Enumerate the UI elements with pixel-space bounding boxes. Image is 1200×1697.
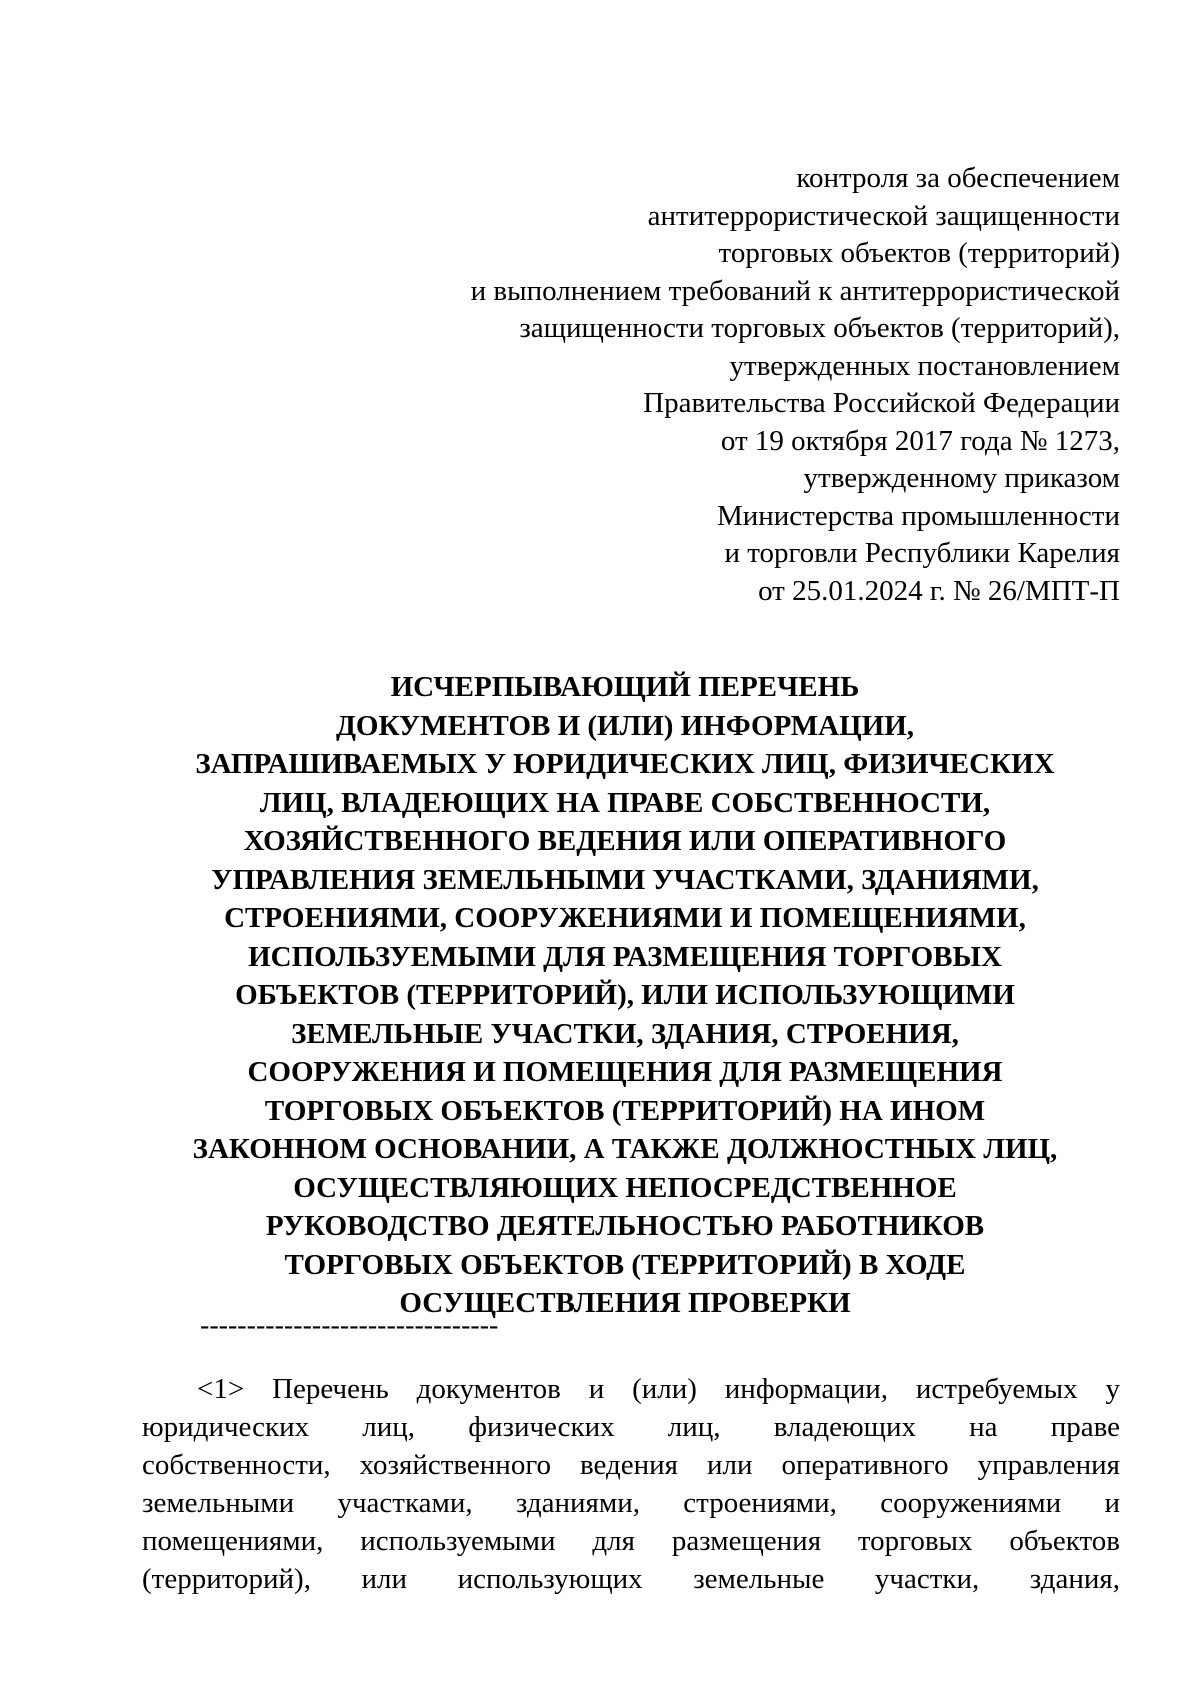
title-line: ТОРГОВЫХ ОБЪЕКТОВ (ТЕРРИТОРИЙ) В ХОДЕ <box>284 1248 966 1281</box>
header-line: защищенности торговых объектов (территорий), <box>519 312 1120 344</box>
header-line: от 25.01.2024 г. № 26/МПТ-П <box>758 574 1120 607</box>
title-line: ЗАПРАШИВАЕМЫХ У ЮРИДИЧЕСКИХ ЛИЦ, ФИЗИЧЕСКИХ <box>195 748 1055 780</box>
footnote-line: собственности, хозяйственного ведения или оперативного управления <box>142 1449 1120 1481</box>
title-line: ХОЗЯЙСТВЕННОГО ВЕДЕНИЯ ИЛИ ОПЕРАТИВНОГО <box>243 825 1007 857</box>
title-line: ОСУЩЕСТВЛЕНИЯ ПРОВЕРКИ <box>399 1287 851 1319</box>
header-line: и торговли Республики Карелия <box>724 537 1120 569</box>
title-line: ЗЕМЕЛЬНЫЕ УЧАСТКИ, ЗДАНИЯ, СТРОЕНИЯ, <box>291 1017 959 1050</box>
title-line: ОСУЩЕСТВЛЯЮЩИХ НЕПОСРЕДСТВЕННОЕ <box>293 1171 957 1204</box>
footnote-line: (территорий), или использующих земельные участки, здания, <box>142 1563 1120 1595</box>
header-line: утвержденных постановлением <box>729 349 1120 382</box>
header-line: утвержденному приказом <box>803 462 1120 494</box>
title-line: ИСПОЛЬЗУЕМЫМИ ДЛЯ РАЗМЕЩЕНИЯ ТОРГОВЫХ <box>248 940 1002 973</box>
footnote-line: земельными участками, зданиями, строениями, сооружениями и <box>142 1487 1120 1519</box>
header-line: от 19 октября 2017 года № 1273, <box>720 424 1120 457</box>
title-line: УПРАВЛЕНИЯ ЗЕМЕЛЬНЫМИ УЧАСТКАМИ, ЗДАНИЯМИ, <box>211 863 1039 896</box>
header-line: Правительства Российской Федерации <box>643 387 1120 419</box>
footnote-separator: -------------------------------- <box>200 1310 499 1341</box>
approval-reference-block <box>380 160 1120 610</box>
title-line: ЗАКОННОМ ОСНОВАНИИ, А ТАКЖЕ ДОЛЖНОСТНЫХ ЛИЦ, <box>192 1133 1058 1165</box>
title-line: РУКОВОДСТВО ДЕЯТЕЛЬНОСТЬЮ РАБОТНИКОВ <box>265 1210 985 1242</box>
title-line: ДОКУМЕНТОВ И (ИЛИ) ИНФОРМАЦИИ, <box>335 709 915 742</box>
title-line: СТРОЕНИЯМИ, СООРУЖЕНИЯМИ И ПОМЕЩЕНИЯМИ, <box>224 902 1026 934</box>
header-line: Министерства промышленности <box>716 499 1120 532</box>
footnote-line: помещениями, используемыми для размещения торговых объектов <box>142 1525 1120 1557</box>
title-line: ИСЧЕРПЫВАЮЩИЙ ПЕРЕЧЕНЬ <box>390 671 860 703</box>
header-line: антитеррористической защищенности <box>647 199 1120 232</box>
footnote-line: <1> Перечень документов и (или) информации, истребуемых у <box>197 1373 1120 1405</box>
header-line: контроля за обеспечением <box>796 162 1120 194</box>
header-line: торговых объектов (территорий) <box>718 237 1120 269</box>
title-line: ЛИЦ, ВЛАДЕЮЩИХ НА ПРАВЕ СОБСТВЕННОСТИ, <box>259 786 991 819</box>
title-line: ОБЪЕКТОВ (ТЕРРИТОРИЙ), ИЛИ ИСПОЛЬЗУЮЩИМИ <box>235 979 1015 1011</box>
footnote-text <box>142 1370 1120 1598</box>
title-line: ТОРГОВЫХ ОБЪЕКТОВ (ТЕРРИТОРИЙ) НА ИНОМ <box>264 1094 986 1127</box>
header-line: и выполнением требований к антитеррористической <box>470 274 1120 307</box>
footnote-line: юридических лиц, физических лиц, владеющих на праве <box>142 1411 1120 1443</box>
title-line: СООРУЖЕНИЯ И ПОМЕЩЕНИЯ ДЛЯ РАЗМЕЩЕНИЯ <box>247 1056 1003 1088</box>
document-title <box>130 668 1120 1323</box>
